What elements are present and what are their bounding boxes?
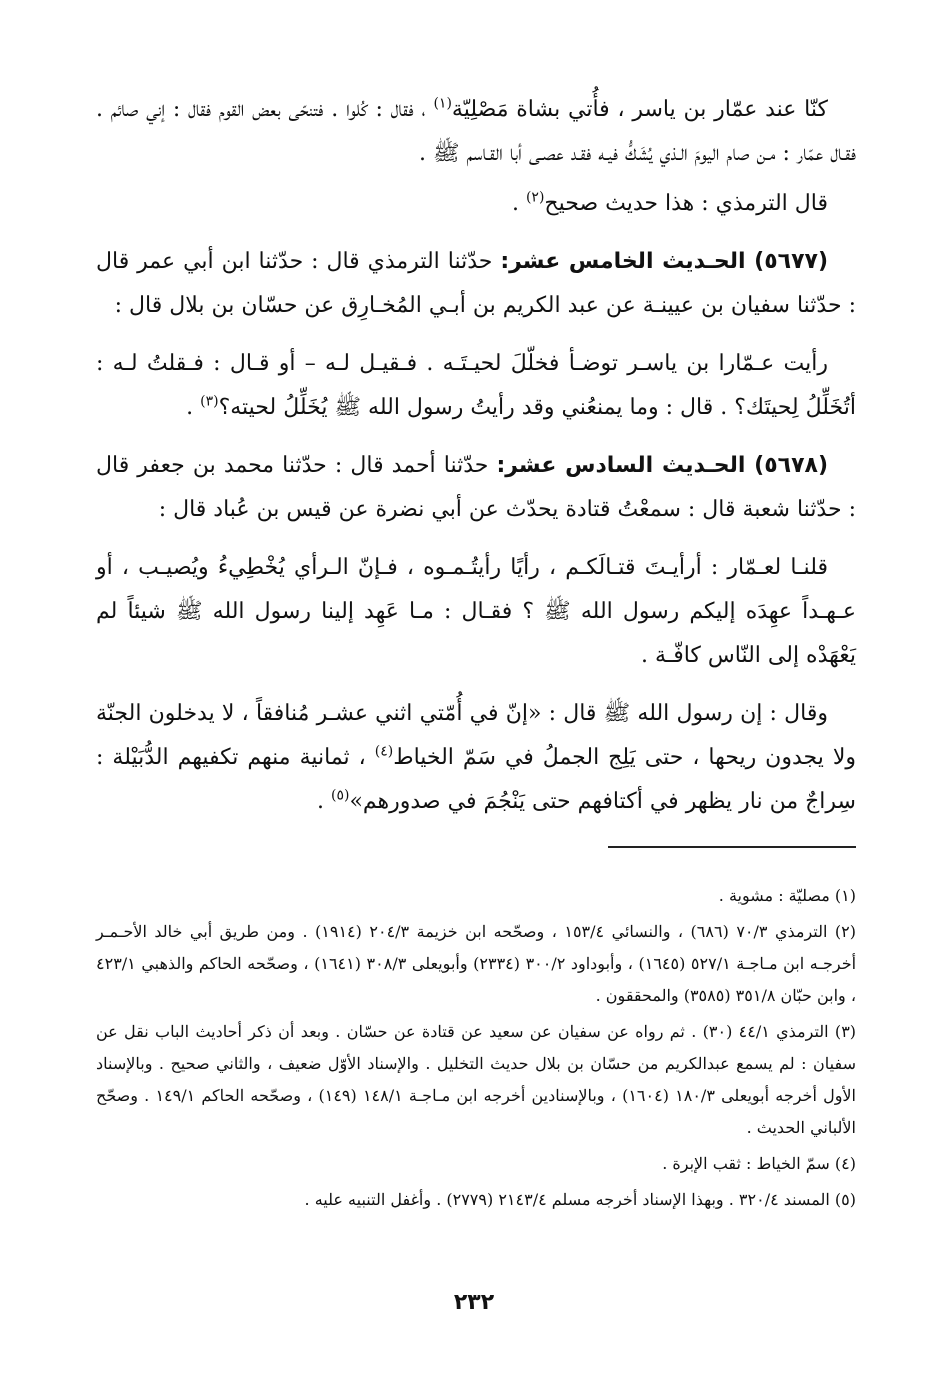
- main-text: [96, 88, 856, 838]
- paragraph-4: [96, 546, 856, 678]
- footnote-3: (٣) الترمذي ٤٤/١ (٣٠) . ثم رواه عن سفيان عن سعيد عن قتادة عن حسّان . وبعد أن ذكر أحاديث الباب نقل عن سفيان : لم يسمع عبدالكريم من حسّان بن بلال حديث التخليل . والإسناد الأوّل ضعيف ، والثاني صحيح . وبالإسناد الأول أخرجه أبويعلى ١٨٠/٣ (١٦٠٤) ، وبالإسنادين أخرجه ابن مـاجـة ١٤٨/١ (١٤٩) ، وصحّحه الحاكم ١٤٩/١ . وصحّح الألباني الحديث .: [96, 1022, 857, 1137]
- text-run: .: [186, 395, 201, 420]
- footnote-1: (١) مصليّة : مشوية .: [718, 886, 856, 905]
- footnote-4: (٤) سمّ الخياط : ثقب الإبرة .: [662, 1154, 856, 1173]
- paragraph-5: [96, 692, 856, 824]
- paragraph-3: [96, 342, 856, 430]
- text-run: .: [316, 789, 331, 814]
- footnote-ref-3[interactable]: (٣): [200, 393, 219, 410]
- text-run: ، ثمانية منهم تكفيهم الدُّبَيْلة : سِراجٌ من نار يظهر في أكتافهم حتى يَنْجُمَ في صدورهم»: [96, 745, 856, 814]
- footnotes: [96, 880, 856, 1220]
- footnote-divider: [608, 846, 856, 848]
- footnote-2: (٢) الترمذي ٧٠/٣ (٦٨٦) ، والنسائي ١٥٣/٤ ، وصحّحه ابن خزيمة ٢٠٤/٣ (١٩١٤) . ومن طريق أبي خالد الأحـمـر أخرجـه ابن مـاجـة ٥٢٧/١ (١٦٤٥) ، وأبوداود ٣٠٠/٢ (٢٣٣٤) وأبويعلى ٣٠٨/٣ (١٦٤١) ، وصحّحه الحاكم والذهبي ٤٢٣/١ ، وابن حبّان ٣٥١/٨ (٣٥٨٥) والمحققون .: [96, 922, 857, 1005]
- text-run: كنّا عند عمّار بن ياسر ، فأُتي بشاة مَصْلِيّة: [451, 97, 828, 122]
- paragraph-2: [96, 182, 856, 226]
- footnote-ref-5[interactable]: (٥): [330, 787, 350, 804]
- footnote-ref-4[interactable]: (٤): [374, 743, 394, 760]
- text-run: رأيت عـمّارا بن ياسـر توضـأ فخلّلَ لحيـتَـه . فـقيـل لـه – أو قـال : فـقلتُ لـه : أتُخَلِّلُ لِحيتَك؟ . قال : وما يمنعُني وقد رأيتُ رسول الله ﷺ يُخَلِّلُ لحيته؟: [96, 351, 856, 420]
- text-run: قلنـا لعـمّار : أرأيـتَ قتـالَكـم ، رأيًا رأيتُـمـوه ، فـإنّ الـرأي يُخْطِيءُ ويُصيـب ، أو عـهـداً عهِدَه إليكم رسول الله ﷺ ؟ فقـال : مـا عَهِد إلينا رسول الله ﷺ شيئاً لم يَعْهَدْه إلى النّاس كافّـة .: [96, 555, 856, 668]
- text-run: قال الترمذي : هذا حديث صحيح: [544, 191, 828, 216]
- hadith-16: [96, 444, 856, 532]
- hadith-heading: (٥٦٧٨) الحـديث السادس عشر:: [496, 453, 828, 478]
- page-number: ٢٣٢: [453, 1290, 495, 1315]
- hadith-15: [96, 240, 856, 328]
- paragraph-1: [96, 88, 856, 176]
- text-run: حدّثنا أحمد قال : حدّثنا محمد بن جعفر قال : حدّثنا شعبة قال : سمعْتُ قتادة يحدّث عن أبي نضرة عن قيس بن عُباد قال :: [96, 453, 856, 522]
- text-run: وقال : إن رسول الله ﷺ قال : «إنّ في أُمّتي اثني عشـر مُنافقاً ، لا يدخلون الجنّة ولا يجدون ريحها ، حتى يَلِج الجملُ في سَمّ الخياط: [96, 701, 856, 770]
- text-run: حدّثنا الترمذي قال : حدّثنا ابن أبي عمر قال : حدّثنا سفيان بن عيينـة عن عبد الكريم بن أبـي المُخـارِق عن حسّان بن بلال قال :: [96, 249, 856, 318]
- footnote-ref-1[interactable]: (١): [433, 95, 452, 112]
- hadith-heading: (٥٦٧٧) الحـديث الخامس عشر:: [500, 249, 828, 274]
- footnote-ref-2[interactable]: (٢): [525, 189, 545, 206]
- footnote-5: (٥) المسند ٣٢٠/٤ . وبهذا الإسناد أخرجه مسلم ٢١٤٣/٤ (٢٧٧٩) . وأغفل التنبيه عليه .: [304, 1190, 856, 1209]
- text-run: .: [511, 191, 526, 216]
- text-run: ، فقال : كُلوا . فتنحّى بعض القوم فقال : إني صائم . فقـال عمّار : مـن صام اليومَ الـذي يُشَكُّ فيـه فقـد عصـى أبا القـاسم ﷺ .: [96, 97, 856, 166]
